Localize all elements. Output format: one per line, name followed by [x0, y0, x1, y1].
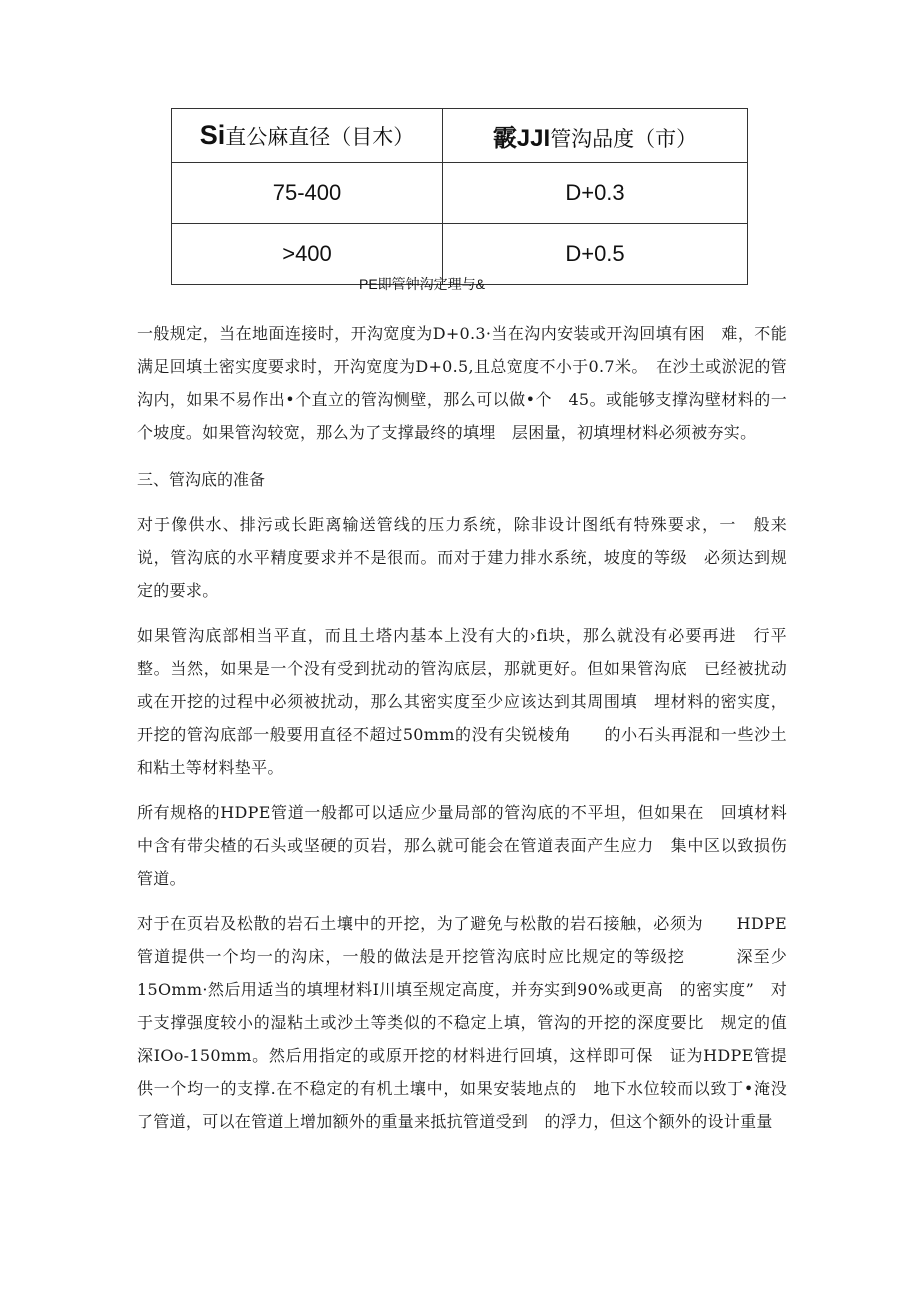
document-body [137, 317, 787, 1138]
trench-width-table [171, 108, 748, 285]
paragraph-rock-and-unstable-soil: 对于在页岩及松散的岩石土壤中的开挖，为了避免与松散的岩石接触，必须为 HDPE管道提供一个均一的沟床，一般的做法是开挖管沟底时应比规定的等级挖 深至少15Omm·然后用适当的填埋材料I川填至规定高度，并夯实到90%或更高 的密实度” 对于支撑强度较小的湿粘土或沙土等类似的不稳定上填，管沟的开挖的深度要比 规定的值深IOo-150mm。然后用指定的或原开挖的材料进行回填，这样即可保 证为HDPE管提供一个均一的支撑.在不稳定的有机土壤中，如果安装地点的 地下水位较而以致丁•淹没了管道，可以在管道上增加额外的重量来抵抗管道受到 的浮力，但这个额外的设计重量 [137, 914, 787, 1131]
cell-width: D+0.3 [443, 163, 748, 224]
cell-diameter: 75-400 [172, 163, 443, 224]
trench-width-table-wrap [171, 108, 748, 285]
cell-diameter: >400 [172, 224, 443, 285]
header-pipe-diameter [172, 109, 443, 163]
table-header-row [172, 109, 748, 163]
table-caption: PE即管钟沟定理与& [359, 276, 486, 292]
header-col2-rest: 管沟品度（市） [550, 128, 698, 151]
paragraph-hdpe-unevenness: 所有规格的HDPE管道一般都可以适应少量局部的管沟底的不平坦，但如果在 回填材料中含有带尖楂的石头或坚硬的页岩，那么就可能会在管道表面产生应力 集中区以致损伤管道。 [137, 803, 787, 888]
header-col1-prefix: Si [199, 120, 226, 150]
header-col2-prefix: 霰JJI [492, 125, 551, 152]
table-row [172, 163, 748, 224]
cell-width: D+0.5 [443, 224, 748, 285]
header-trench-width [443, 109, 748, 163]
paragraph-trench-width: 一般规定，当在地面连接时，开沟宽度为D+0.3·当在沟内安装或开沟回填有困 难，不能满足回填土密实度要求时，开沟宽度为D+0.5,且总宽度不小于0.7米。 在沙土或淤泥的管沟内，如果不易作出•个直立的管沟恻壁，那么可以做•个 45。或能够支撑沟壁材料的一个坡度。如果管沟较宽，那么为了支撑最终的填埋 层困量，初填埋材料必须被夯实。 [137, 324, 787, 442]
paragraph-trench-bottom-leveling: 如果管沟底部相当平直，而且土塔内基本上没有大的›fi块，那么就没有必要再进 行平整。当然，如果是一个没有受到扰动的管沟底层，那就更好。但如果管沟底 已经被扰动或在开挖的过程中必须被扰动，那么其密实度至少应该达到其周围填 埋材料的密实度，开挖的管沟底部一般要用直径不超过50mm的没有尖锐棱角 的小石头再混和一些沙土和粘土等材料垫平。 [137, 626, 787, 777]
header-col1-rest: 直公麻直径（目木） [225, 126, 415, 149]
section-heading-trench-bottom: 三、管沟底的准备 [137, 470, 266, 489]
paragraph-pressure-systems: 对于像供水、排污或长距离输送管线的压力系统，除非设计图纸有特殊要求，一 般来说，管沟底的水平精度要求并不是很而。而对于建力排水系统，坡度的等级 必须达到规定的要求。 [137, 515, 787, 600]
